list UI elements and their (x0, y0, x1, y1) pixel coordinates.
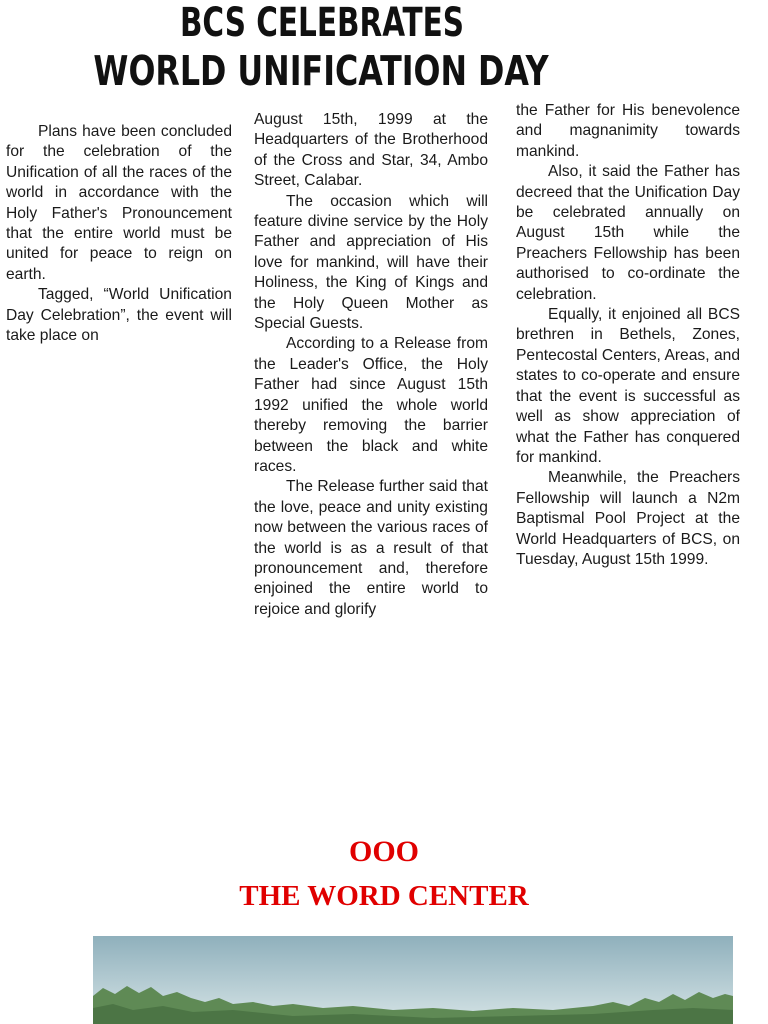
article-column-3 (516, 101, 740, 570)
article-paragraph: August 15th, 1999 at the Headquarters of the Brotherhood of the Cross and Star, 34, Ambo Street, Calabar. (254, 111, 488, 190)
article-paragraph: Meanwhile, the Preachers Fellowship will launch a N2m Baptismal Pool Project at the World Headquarters of BCS, on Tuesday, August 15th 1999. (516, 469, 740, 568)
article-paragraph: Also, it said the Father has decreed that the Unification Day be celebrated annually on August 15th while the Preachers Fellowship has been authorised to co-ordinate the celebration. (516, 163, 740, 303)
headline-line-1: BCS CELEBRATES (179, 0, 465, 46)
article-paragraph: According to a Release from the Leader's Office, the Holy Father had since August 15th 1992 unified the whole world thereby removing the barrier between the black and white races. (254, 335, 488, 475)
article-paragraph: The occasion which will feature divine service by the Holy Father and appreciation of His love for mankind, will have their Holiness, the King of Kings and the Holy Queen Mother as Special Guests. (254, 192, 488, 333)
article-paragraph: Equally, it enjoined all BCS brethren in Bethels, Zones, Pentecostal Centers, Areas, and states to co-operate and ensure that the event is successful as well as show appreciation of what the Father has conquered for mankind. (516, 306, 740, 466)
article-column-1 (6, 122, 232, 346)
article-paragraph: Tagged, “World Unification Day Celebration”, the event will take place on (6, 286, 232, 345)
article-paragraph: The Release further said that the love, peace and unity existing now between the various races of the world is as a result of that pronouncement and, therefore enjoined the entire world to rejoice and glorify (254, 478, 488, 618)
headline-line-2: WORLD UNIFICATION DAY (93, 47, 549, 95)
article-paragraph: the Father for His benevolence and magnanimity towards mankind. (516, 102, 740, 160)
article-column-2 (254, 110, 488, 620)
footer-mark: OOO (348, 835, 419, 868)
landscape-image (93, 936, 733, 1024)
article-paragraph: Plans have been concluded for the celebration of the Unification of all the races of the world in accordance with the Holy Father's Pronouncement that the entire world must be united for peace to reign on earth. (6, 123, 232, 283)
footer-center-name: THE WORD CENTER (239, 880, 529, 912)
